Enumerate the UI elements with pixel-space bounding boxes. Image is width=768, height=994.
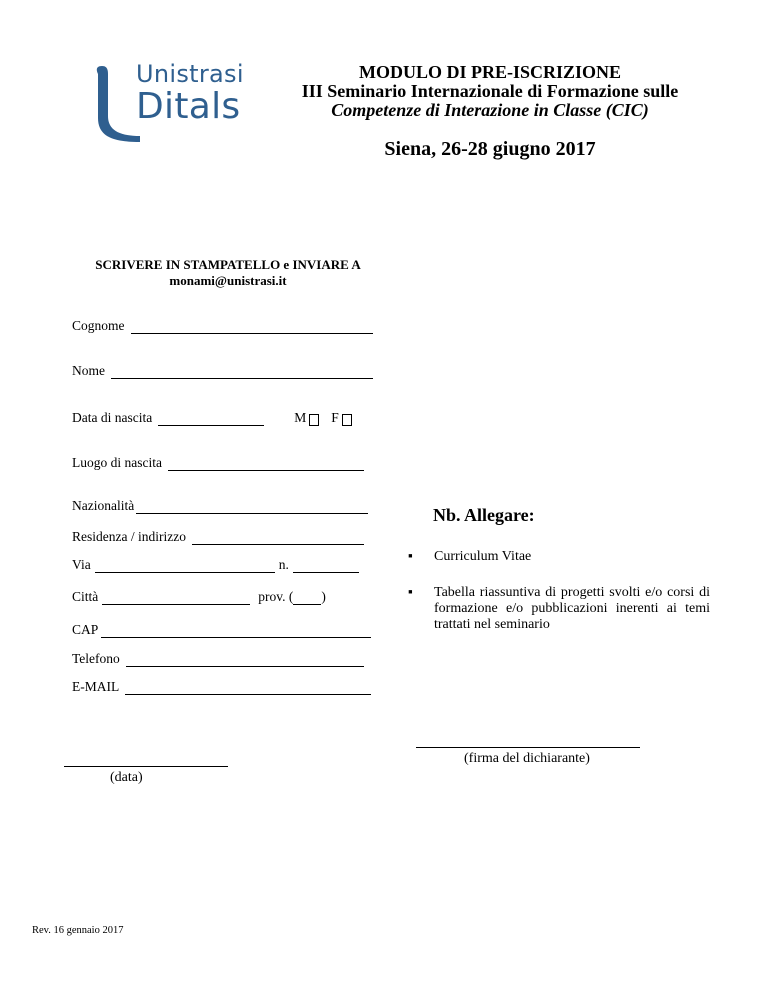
via-label: Via bbox=[72, 557, 91, 572]
logo-text-ditals: Ditals bbox=[136, 86, 241, 127]
cap-field bbox=[72, 622, 371, 638]
instruction-email: monami@unistrasi.it bbox=[169, 273, 287, 288]
data-nascita-field bbox=[72, 410, 352, 426]
prov-label: prov. ( bbox=[258, 589, 294, 604]
luogo-nascita-label: Luogo di nascita bbox=[72, 455, 162, 470]
revision-note: Rev. 16 gennaio 2017 bbox=[32, 925, 124, 936]
prov-close-paren: ) bbox=[321, 589, 326, 604]
luogo-nascita-field bbox=[72, 455, 364, 471]
nazionalita-field bbox=[72, 498, 368, 514]
sex-m-checkbox[interactable] bbox=[309, 414, 319, 426]
instruction-text: SCRIVERE IN STAMPATELLO e INVIARE A bbox=[95, 257, 361, 272]
data-nascita-input-line[interactable] bbox=[158, 413, 264, 426]
sex-f-label: F bbox=[331, 410, 339, 425]
date-label: (data) bbox=[110, 770, 143, 785]
cap-label: CAP bbox=[72, 622, 99, 637]
luogo-nascita-input-line[interactable] bbox=[168, 458, 364, 471]
nome-input-line[interactable] bbox=[111, 366, 373, 379]
email-input-line[interactable] bbox=[125, 682, 371, 695]
citta-input-line[interactable] bbox=[102, 592, 250, 605]
email-field bbox=[72, 679, 371, 695]
sex-m-label: M bbox=[294, 410, 307, 425]
seminar-title: III Seminario Internazionale di Formazione sulle bbox=[301, 81, 679, 101]
attachment-item: Curriculum Vitae bbox=[434, 549, 532, 564]
numero-input-line[interactable] bbox=[293, 560, 359, 573]
telefono-input-line[interactable] bbox=[126, 654, 364, 667]
telefono-label: Telefono bbox=[72, 651, 120, 666]
seminar-subtitle: Competenze di Interazione in Classe (CIC) bbox=[331, 100, 649, 120]
residenza-field bbox=[72, 529, 364, 545]
form-title: MODULO DI PRE-ISCRIZIONE bbox=[358, 62, 622, 82]
bullet-icon: ▪ bbox=[408, 584, 413, 599]
nazionalita-input-line[interactable] bbox=[136, 501, 368, 514]
cognome-label: Cognome bbox=[72, 318, 125, 333]
date-signature-line[interactable] bbox=[64, 765, 228, 767]
logo-text-unistrasi: Unistrasi bbox=[136, 60, 244, 88]
cognome-input-line[interactable] bbox=[131, 321, 373, 334]
nazionalita-label: Nazionalità bbox=[72, 498, 135, 513]
cognome-field bbox=[72, 318, 373, 334]
citta-field bbox=[72, 589, 326, 605]
cap-input-line[interactable] bbox=[101, 625, 371, 638]
location-date: Siena, 26-28 giugno 2017 bbox=[384, 138, 596, 160]
nome-field bbox=[72, 363, 373, 379]
nome-label: Nome bbox=[72, 363, 105, 378]
telefono-field bbox=[72, 651, 364, 667]
residenza-input-line[interactable] bbox=[192, 532, 364, 545]
via-input-line[interactable] bbox=[95, 560, 275, 573]
signature-line[interactable] bbox=[416, 746, 640, 748]
residenza-label: Residenza / indirizzo bbox=[72, 529, 186, 544]
prov-input-line[interactable] bbox=[293, 592, 321, 605]
bullet-icon: ▪ bbox=[408, 548, 413, 563]
attachments-title: Nb. Allegare: bbox=[433, 505, 535, 525]
signature-label: (firma del dichiarante) bbox=[464, 751, 590, 766]
via-field bbox=[72, 557, 359, 573]
numero-label: n. bbox=[278, 557, 289, 572]
email-label: E-MAIL bbox=[72, 679, 120, 694]
attachment-item: Tabella riassuntiva di progetti svolti e/o corsi di formazione e/o pubblicazioni inerenti ai temi trattati nel seminario bbox=[434, 585, 710, 632]
citta-label: Città bbox=[72, 589, 99, 604]
sex-f-checkbox[interactable] bbox=[342, 414, 352, 426]
data-nascita-label: Data di nascita bbox=[72, 410, 153, 425]
